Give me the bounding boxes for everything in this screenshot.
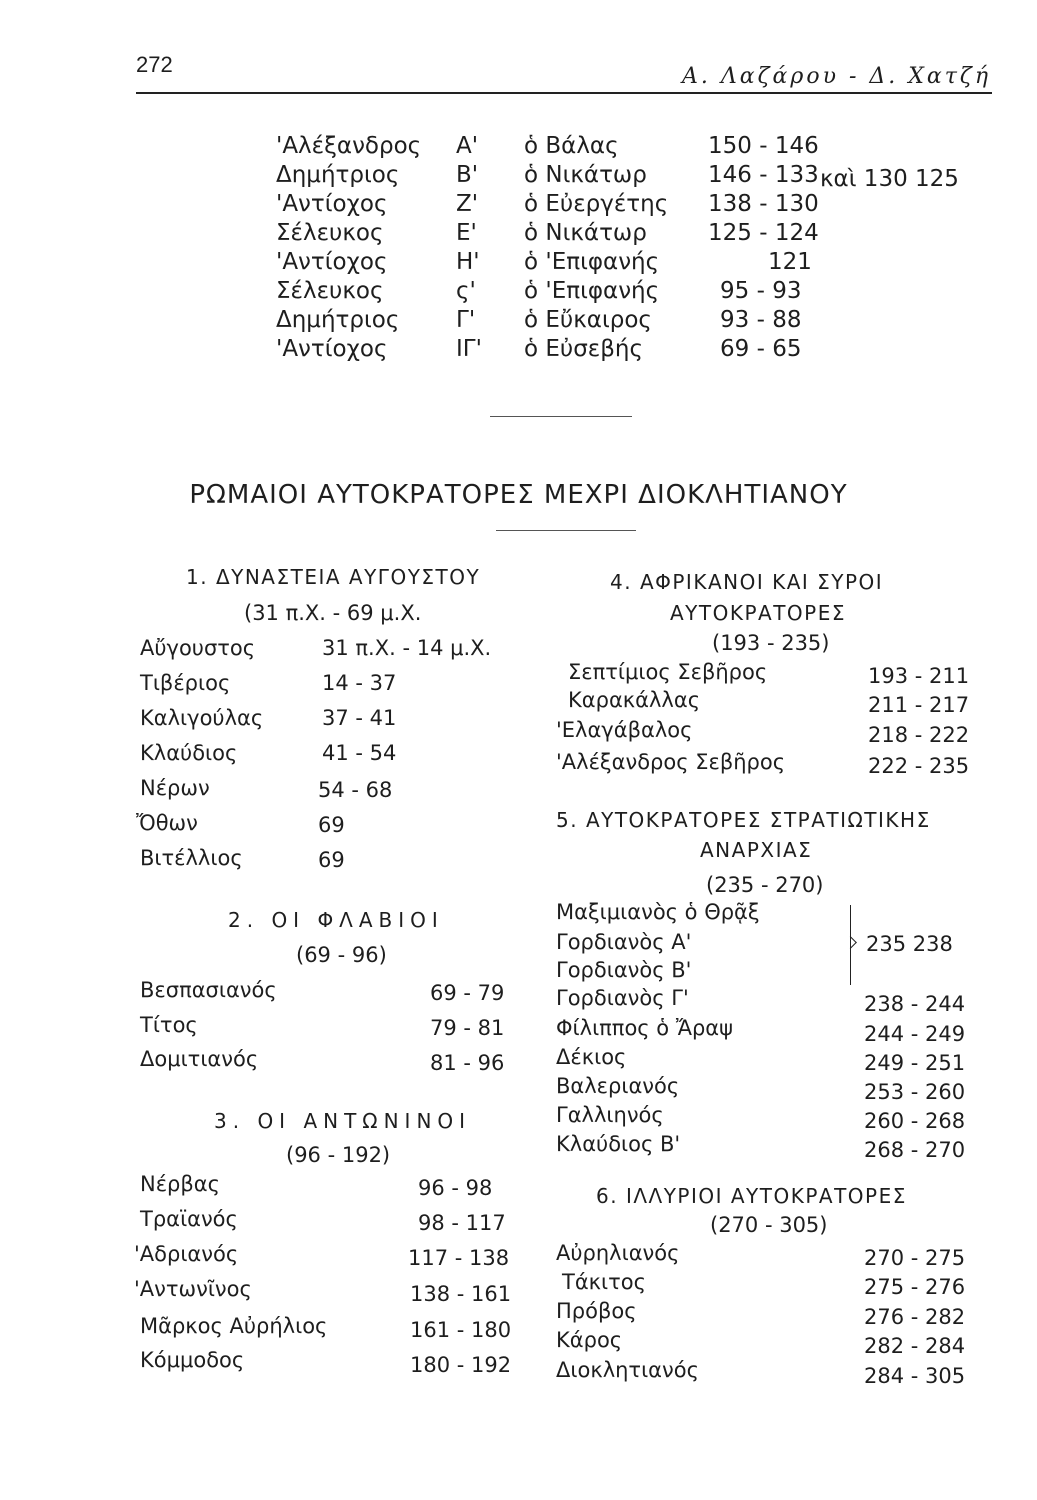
- section-title: 1. ΔΥΝΑΣΤΕΙΑ ΑΥΓΟΥΣΤΟΥ: [186, 565, 481, 589]
- seleucid-numeral: ΙΓ': [456, 336, 482, 362]
- section-title: 6. ΙΛΛΥΡΙΟΙ ΑΥΤΟΚΡΑΤΟΡΕΣ: [596, 1184, 907, 1208]
- emperor-name: Αὐρηλιανός: [556, 1241, 680, 1265]
- emperor-name: Τάκιτος: [562, 1270, 646, 1294]
- section-range: (96 - 192): [286, 1143, 391, 1167]
- emperor-name: Ὄθων: [136, 811, 198, 835]
- divider-rule: [490, 416, 632, 417]
- seleucid-years: 125 - 124: [708, 220, 819, 246]
- running-head: Α. Λαζάρου - Δ. Χατζή: [682, 64, 992, 89]
- emperor-years: 222 - 235: [868, 754, 970, 778]
- emperor-name: Κλαύδιος: [140, 741, 238, 765]
- seleucid-epithet: ὁ Βάλας: [524, 133, 619, 159]
- emperor-years: 69: [318, 848, 345, 872]
- seleucid-years: 138 - 130: [708, 191, 819, 217]
- emperor-years: 69 - 79: [430, 981, 505, 1005]
- seleucid-name: 'Αντίοχος: [276, 191, 388, 217]
- emperor-name: Κλαύδιος Β': [556, 1132, 681, 1156]
- section-range: (235 - 270): [706, 873, 824, 897]
- emperor-name: 'Αδριανός: [134, 1242, 239, 1266]
- seleucid-epithet: ὁ Εὐσεβής: [524, 336, 643, 362]
- seleucid-epithet: ὁ Νικάτωρ: [524, 220, 647, 246]
- emperor-name: Σεπτίμιος Σεβῆρος: [568, 660, 768, 684]
- seleucid-years: 95 - 93: [720, 278, 802, 304]
- section-title: 5. ΑΥΤΟΚΡΑΤΟΡΕΣ ΣΤΡΑΤΙΩΤΙΚΗΣ: [556, 808, 931, 832]
- emperor-years: 117 - 138: [408, 1246, 510, 1270]
- seleucid-extra: καὶ 130 125: [820, 166, 959, 192]
- emperor-name: Μᾶρκος Αὐρήλιος: [140, 1314, 328, 1338]
- emperor-years: 138 - 161: [410, 1282, 512, 1306]
- section-title: 2. ΟΙ ΦΛΑΒΙΟΙ: [228, 908, 444, 932]
- emperor-years: 31 π.Χ. - 14 μ.Χ.: [322, 636, 492, 660]
- emperor-name: 'Αλέξανδρος Σεβῆρος: [556, 750, 786, 774]
- emperor-years: 96 - 98: [418, 1176, 493, 1200]
- emperor-name: 'Ελαγάβαλος: [556, 718, 693, 742]
- emperor-years: 69: [318, 813, 345, 837]
- emperor-name: Πρόβος: [556, 1299, 637, 1323]
- emperor-years: 14 - 37: [322, 671, 397, 695]
- divider-rule: [496, 530, 636, 531]
- section-title: 3. ΟΙ ΑΝΤΩΝΙΝΟΙ: [214, 1109, 472, 1133]
- emperor-name: Καρακάλλας: [568, 688, 701, 712]
- emperor-name: Διοκλητιανός: [556, 1358, 699, 1382]
- section-range: (69 - 96): [296, 943, 387, 967]
- emperor-name: Κάρος: [556, 1328, 623, 1352]
- emperor-name: Τιβέριος: [140, 671, 231, 695]
- emperor-years: 268 - 270: [864, 1138, 966, 1162]
- emperor-name: Δομιτιανός: [140, 1047, 259, 1071]
- section-title-continued: ΑΝΑΡΧΙΑΣ: [700, 838, 813, 862]
- seleucid-epithet: ὁ Νικάτωρ: [524, 162, 647, 188]
- seleucid-years: 150 - 146: [708, 133, 819, 159]
- emperor-years: 161 - 180: [410, 1318, 512, 1342]
- seleucid-name: 'Αντίοχος: [276, 249, 388, 275]
- emperor-name: Μαξιμιανὸς ὁ Θρᾷξ: [556, 900, 760, 924]
- emperor-years: 218 - 222: [868, 723, 970, 747]
- emperor-years: 193 - 211: [868, 664, 970, 688]
- emperor-years: 275 - 276: [864, 1275, 966, 1299]
- emperor-name: Γαλλιηνός: [556, 1103, 664, 1127]
- emperor-years: 54 - 68: [318, 778, 393, 802]
- section-range: (193 - 235): [712, 631, 830, 655]
- emperor-years: 79 - 81: [430, 1016, 505, 1040]
- emperor-years: 41 - 54: [322, 741, 397, 765]
- section-title: 4. ΑΦΡΙΚΑΝΟΙ ΚΑΙ ΣΥΡΟΙ: [610, 570, 884, 594]
- emperor-name: Κόμμοδος: [140, 1348, 245, 1372]
- seleucid-years: 93 - 88: [720, 307, 802, 333]
- seleucid-name: Δημήτριος: [276, 162, 400, 188]
- emperor-name: Δέκιος: [556, 1045, 627, 1069]
- emperor-name: Βαλεριανός: [556, 1074, 680, 1098]
- emperor-name: 'Αντωνῖνος: [134, 1277, 252, 1301]
- seleucid-years: 69 - 65: [720, 336, 802, 362]
- emperor-name: Γορδιανὸς Γ': [556, 986, 689, 1010]
- emperor-name: Φίλιππος ὁ Ἄραψ: [556, 1016, 734, 1040]
- emperor-years: 238 - 244: [864, 992, 966, 1016]
- header-rule: [136, 92, 992, 94]
- seleucid-numeral: Α': [456, 133, 479, 159]
- emperor-name: Βεσπασιανός: [140, 978, 277, 1002]
- seleucid-numeral: Γ': [456, 307, 476, 333]
- emperor-years: 244 - 249: [864, 1022, 966, 1046]
- emperor-years: 270 - 275: [864, 1246, 966, 1270]
- seleucid-epithet: ὁ Εὐεργέτης: [524, 191, 669, 217]
- section-range: (31 π.Χ. - 69 μ.Χ.: [244, 601, 422, 625]
- emperor-name: Νέρων: [140, 776, 210, 800]
- main-title: ΡΩΜΑΙΟΙ ΑΥΤΟΚΡΑΤΟΡΕΣ ΜΕΧΡΙ ΔΙΟΚΛΗΤΙΑΝΟΥ: [189, 480, 848, 510]
- emperor-years: 282 - 284: [864, 1334, 966, 1358]
- seleucid-numeral: Β': [456, 162, 479, 188]
- seleucid-numeral: Η': [456, 249, 480, 275]
- emperor-name: Τίτος: [140, 1013, 198, 1037]
- seleucid-years: 146 - 133: [708, 162, 819, 188]
- emperor-years: 211 - 217: [868, 693, 970, 717]
- emperor-years: 180 - 192: [410, 1353, 512, 1377]
- emperor-name: Τραϊανός: [140, 1207, 238, 1231]
- seleucid-name: Δημήτριος: [276, 307, 400, 333]
- emperor-years: 276 - 282: [864, 1305, 966, 1329]
- emperor-name: Γορδιανὸς Β': [556, 958, 692, 982]
- emperor-years: 98 - 117: [418, 1211, 506, 1235]
- emperor-years: 253 - 260: [864, 1080, 966, 1104]
- seleucid-numeral: Ε': [456, 220, 477, 246]
- emperor-years: 284 - 305: [864, 1364, 966, 1388]
- section-title-continued: ΑΥΤΟΚΡΑΤΟΡΕΣ: [670, 601, 847, 625]
- group-years: 235 238: [866, 932, 953, 956]
- seleucid-numeral: Ζ': [456, 191, 479, 217]
- emperor-name: Βιτέλλιος: [140, 846, 243, 870]
- seleucid-epithet: ὁ 'Επιφανής: [524, 278, 660, 304]
- emperor-name: Καλιγούλας: [140, 706, 264, 730]
- seleucid-name: Σέλευκος: [276, 278, 384, 304]
- emperor-years: 260 - 268: [864, 1109, 966, 1133]
- emperor-name: Γορδιανὸς Α': [556, 930, 692, 954]
- seleucid-name: 'Αντίοχος: [276, 336, 388, 362]
- emperor-years: 37 - 41: [322, 706, 397, 730]
- emperor-name: Αὔγουστος: [140, 636, 256, 660]
- seleucid-years: 121: [768, 249, 812, 275]
- page-number: 272: [136, 52, 173, 77]
- seleucid-name: Σέλευκος: [276, 220, 384, 246]
- seleucid-epithet: ὁ Εὔκαιρος: [524, 307, 652, 333]
- emperor-years: 249 - 251: [864, 1051, 966, 1075]
- section-range: (270 - 305): [710, 1213, 828, 1237]
- seleucid-name: 'Αλέξανδρος: [276, 133, 422, 159]
- emperor-name: Νέρβας: [140, 1172, 220, 1196]
- seleucid-numeral: ς': [456, 278, 476, 304]
- seleucid-epithet: ὁ 'Επιφανής: [524, 249, 660, 275]
- emperor-years: 81 - 96: [430, 1051, 505, 1075]
